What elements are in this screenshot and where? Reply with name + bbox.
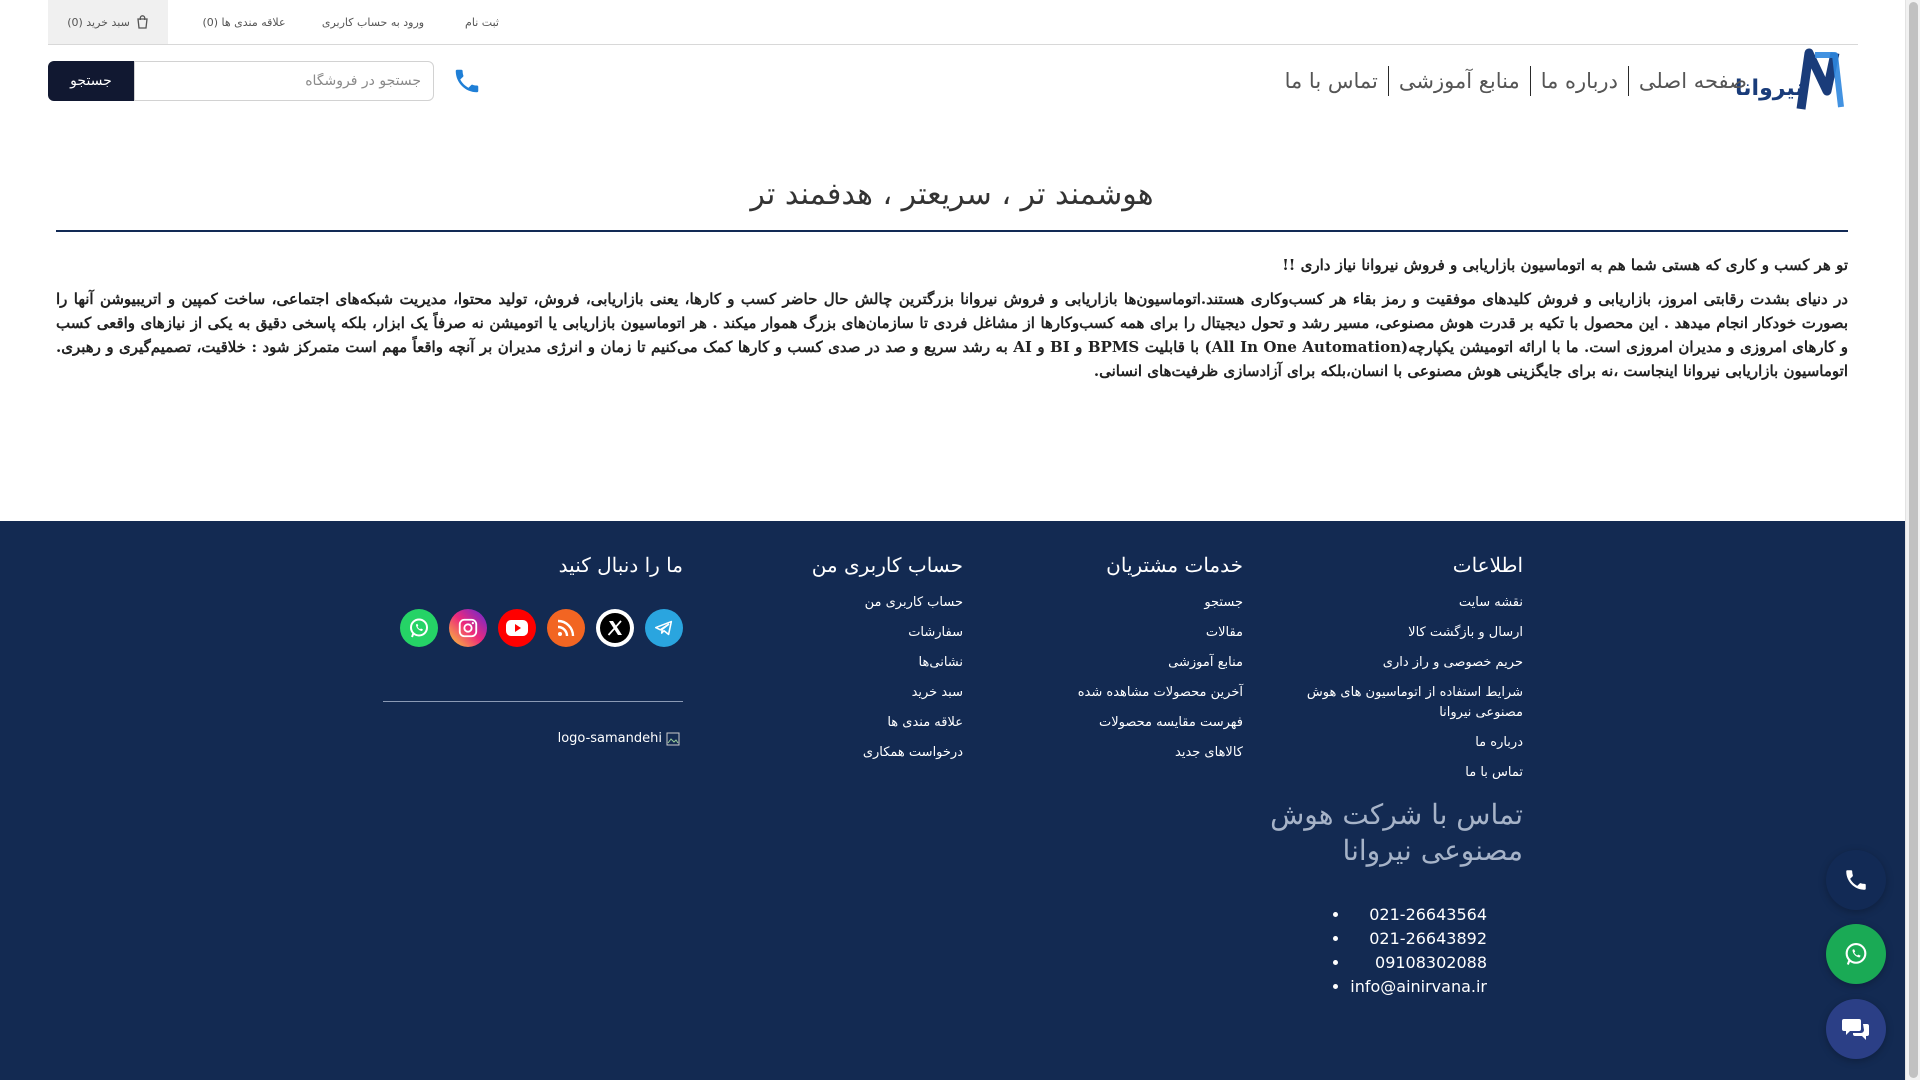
main-nav [1275, 64, 1757, 98]
float-whatsapp-button[interactable] [1826, 924, 1886, 984]
footer-link-about[interactable]: درباره ما [1475, 735, 1523, 750]
footer-link-terms[interactable]: شرایط استفاده از اتوماسیون های هوش مصنوعی نیروانا [1306, 685, 1523, 720]
intro-section [56, 256, 1848, 383]
whatsapp-icon [1842, 940, 1870, 968]
cart-link[interactable] [48, 0, 168, 44]
shopping-bag-icon [136, 15, 149, 29]
cart-label: سبد خرید (0) [67, 15, 130, 29]
vertical-scrollbar[interactable] [1905, 0, 1920, 1080]
float-call-button[interactable] [1826, 850, 1886, 910]
footer-link-cart[interactable]: سبد خرید [911, 685, 963, 700]
chat-bubbles-icon [1842, 1016, 1870, 1042]
footer-link-account[interactable]: حساب کاربری من [864, 595, 963, 610]
footer-link-compare[interactable]: فهرست مقایسه محصولات [1099, 715, 1243, 730]
whatsapp-icon[interactable] [400, 609, 438, 647]
footer-link-addresses[interactable]: نشانی‌ها [918, 655, 963, 670]
footer-link-articles[interactable]: مقالات [1205, 625, 1243, 640]
footer-services-title: خدمات مشتریان [1106, 553, 1243, 577]
samandehi-badge[interactable] [558, 731, 680, 746]
contact-mobile[interactable]: • 09108302088 [1350, 951, 1487, 975]
slogan-heading: هوشمند تر ، سریعتر ، هدفمند تر [750, 177, 1154, 212]
follow-divider [383, 701, 683, 702]
footer [0, 521, 1905, 1080]
login-link[interactable]: ورود به حساب کاربری [321, 15, 425, 29]
footer-account-column [763, 553, 963, 773]
footer-link-contact[interactable]: تماس با ما [1465, 765, 1523, 780]
logo-text: نیروانا [1735, 76, 1804, 101]
footer-link-search[interactable]: جستجو [1204, 595, 1243, 610]
nav-about[interactable]: درباره ما [1530, 66, 1628, 96]
samandehi-alt-text: logo-samandehi [557, 731, 662, 746]
contact-phone-1[interactable]: • 021-26643564 [1350, 903, 1487, 927]
search-input[interactable] [134, 61, 434, 101]
footer-follow-column [383, 553, 683, 593]
float-chat-button[interactable] [1826, 999, 1886, 1059]
contact-phone-2[interactable]: • 021-26643892 [1350, 927, 1487, 951]
footer-account-title: حساب کاربری من [811, 553, 963, 577]
top-bar [48, 0, 1858, 45]
broken-image-icon [666, 732, 680, 746]
rss-icon[interactable] [547, 609, 585, 647]
intro-question: تو هر کسب و کاری که هستی شما هم به اتوماسیون بازاریابی و فروش نیروانا نیاز داری !! [1282, 256, 1848, 274]
intro-body: در دنیای بشدت رقابتی امروز، بازاریابی و فروش کلیدهای موفقیت و رمز بقاء هر کسب‌وکاری هستند.اتوماسیون‌ها بازاریابی و فروش نیروانا بزرگترین چالش حال حاضر کسب و کارها، یعنی بازاریابی، فروش، تولید محتوا، مدیریت شبکه‌های اجتماعی، ساخت کمپین و اتریبیوشن آنها را بصورت خودکار انجام میدهد . این محصول با تکیه بر قدرت هوش مصنوعی، مسیر رشد و تحول دیجیتال را برای همه کسب‌وکارها از مشاغل فردی تا سازمان‌های بزرگ هموار میکند . هر اتوماسیون بازاریابی یا اتومیشن نه صرفاً یک ابزار، بلکه پاسخی دقیق به یکی از نیازهای واقعی کسب و کارهای امروزی و مدیران امروزی است. ما با ارائه اتومیشن یکپارچه(All In One Automation) با قابلیت BPMS و BI و AI به رشد سریع و صد در صدی کسب و کارها کمک می‌کنیم تا زمان و انرژی مدیران بر آنچه واقعاً مهم است متمرکز شود : خلاقیت، تصمیم‌گیری و رهبری. اتوماسیون بازاریابی نیروانا اینجاست ،نه برای جایگزینی هوش مصنوعی با انسان،بلکه برای آزادسازی ظرفیت‌های انسانی. [56, 290, 1849, 380]
search-button[interactable]: جستجو [48, 61, 134, 101]
footer-info-column [1283, 553, 1523, 793]
footer-link-sitemap[interactable]: نقشه سایت [1458, 595, 1523, 610]
contact-list [1350, 903, 1523, 999]
contact-email[interactable]: • info@ainirvana.ir [1350, 975, 1487, 999]
register-link[interactable]: ثبت نام [465, 15, 499, 29]
telegram-icon[interactable] [645, 609, 683, 647]
footer-link-new-products[interactable]: کالاهای جدید [1175, 745, 1243, 760]
footer-link-privacy[interactable]: حریم خصوصی و راز داری [1382, 655, 1523, 670]
x-twitter-icon[interactable] [596, 609, 634, 647]
phone-icon[interactable] [452, 66, 482, 96]
nav-home[interactable]: صفحه اصلی [1628, 66, 1757, 96]
footer-info-title: اطلاعات [1452, 553, 1523, 577]
scrollbar-thumb[interactable] [1909, 2, 1918, 1078]
nav-resources[interactable]: منابع آموزشی [1388, 66, 1530, 96]
wishlist-link[interactable]: علاقه مندی ها (0) [202, 15, 286, 29]
footer-link-shipping[interactable]: ارسال و بازگشت کالا [1408, 625, 1523, 640]
footer-link-orders[interactable]: سفارشات [908, 625, 963, 640]
phone-icon [1843, 867, 1869, 893]
slogan-divider [56, 230, 1848, 232]
contact-heading: تماس با شرکت هوش مصنوعی نیروانا [1270, 798, 1523, 867]
social-icons [400, 609, 683, 647]
footer-link-recent-products[interactable]: آخرین محصولات مشاهده شده [1077, 685, 1243, 700]
search-bar [48, 61, 434, 101]
footer-services-column [1013, 553, 1243, 773]
instagram-icon[interactable] [449, 609, 487, 647]
youtube-icon[interactable] [498, 609, 536, 647]
footer-link-resources[interactable]: منابع آموزشی [1168, 655, 1243, 670]
footer-follow-title: ما را دنبال کنید [558, 553, 683, 577]
footer-link-wishlist[interactable]: علاقه مندی ها [887, 715, 963, 730]
footer-link-cooperation[interactable]: درخواست همکاری [862, 745, 963, 760]
nav-contact[interactable]: تماس با ما [1284, 69, 1378, 93]
